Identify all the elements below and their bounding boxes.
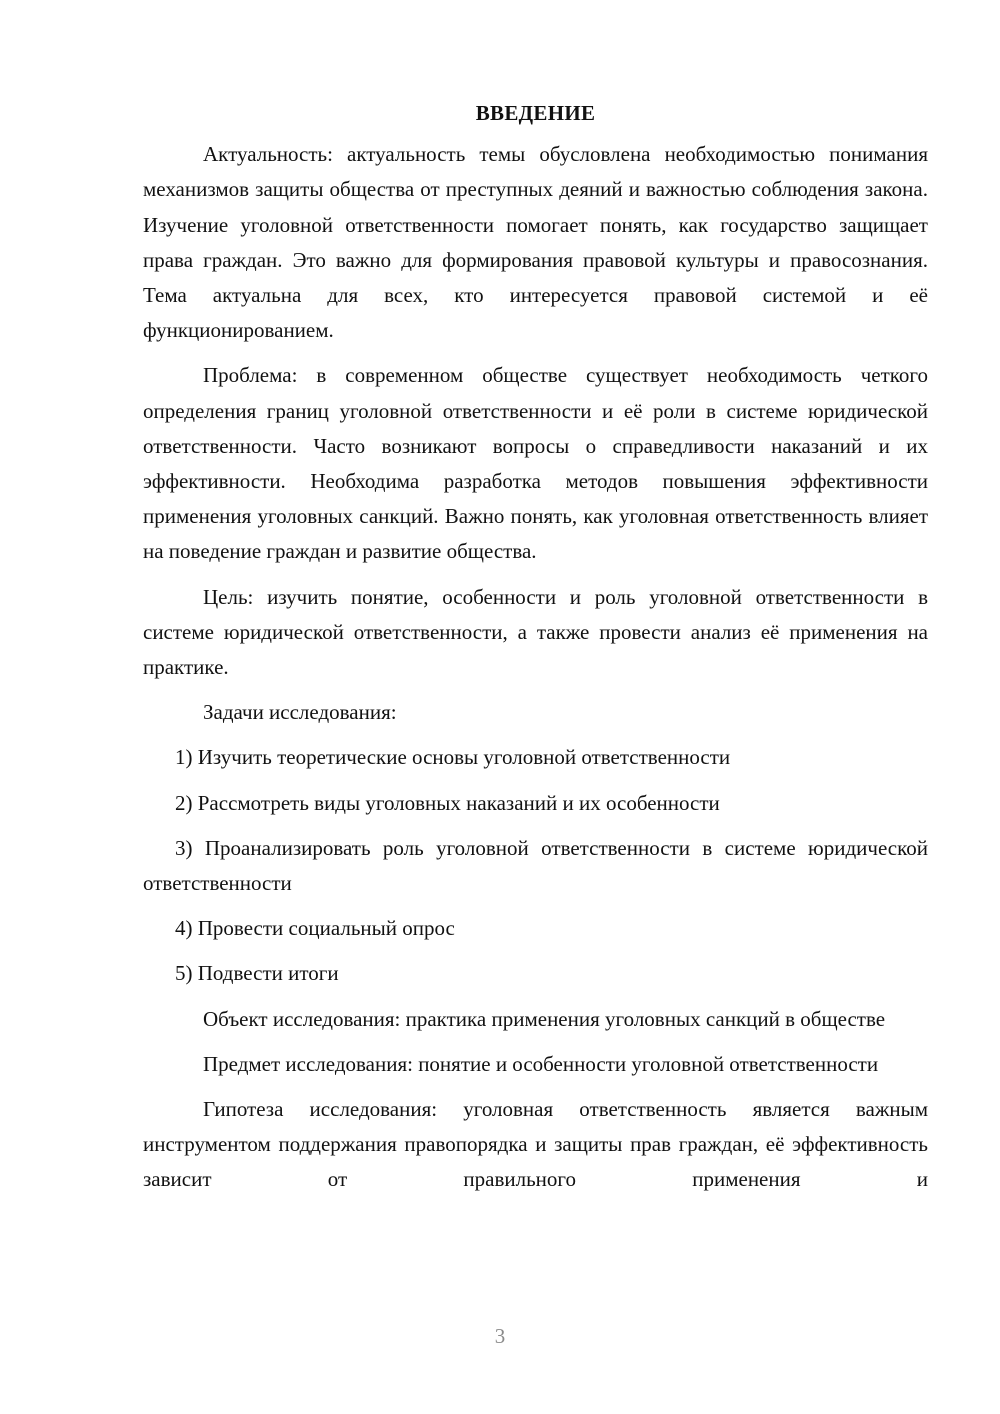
- paragraph-relevance: Актуальность: актуальность темы обусловлена необходимостью понимания механизмов защиты общества от преступных деяний и важностью соблюдения закона. Изучение уголовной ответственности помогает понять, как государство защищает права граждан. Это важно для формирования правовой культуры и правосознания. Тема актуальна для всех, кто интересуется правовой системой и её функционированием.: [143, 142, 928, 343]
- paragraph-hypothesis: Гипотеза исследования: уголовная ответственность является важным инструментом поддержания правопорядка и защиты прав граждан, её эффективность зависит от правильного применения и: [143, 1097, 928, 1192]
- paragraph-subject: Предмет исследования: понятие и особенности уголовной ответственности: [203, 1051, 879, 1076]
- paragraph-object: Объект исследования: практика применения уголовных санкций в обществе: [203, 1006, 886, 1031]
- paragraph-tasks-heading: Задачи исследования:: [203, 700, 397, 725]
- task-item-4: 4) Провести социальный опрос: [175, 916, 455, 941]
- page-number: 3: [494, 1324, 506, 1348]
- task-item-1: 1) Изучить теоретические основы уголовной ответственности: [175, 745, 731, 770]
- task-item-2: 2) Рассмотреть виды уголовных наказаний и их особенности: [175, 790, 720, 815]
- page-title: ВВЕДЕНИЕ: [475, 101, 596, 125]
- task-item-3: 3) Проанализировать роль уголовной ответственности в системе юридической ответственности: [143, 835, 928, 896]
- task-item-5: 5) Подвести итоги: [175, 961, 339, 986]
- paragraph-problem: Проблема: в современном обществе существует необходимость четкого определения границ уголовной ответственности и её роли в системе юридической ответственности. Часто возникают вопросы о справедливости наказаний и их эффективности. Необходима разработка методов повышения эффективности применения уголовных санкций. Важно понять, как уголовная ответственность влияет на поведение граждан и развитие общества.: [143, 363, 928, 564]
- page-content: [143, 96, 928, 1208]
- paragraph-goal: Цель: изучить понятие, особенности и роль уголовной ответственности в системе юридической ответственности, а также провести анализ её применения на практике.: [143, 584, 928, 680]
